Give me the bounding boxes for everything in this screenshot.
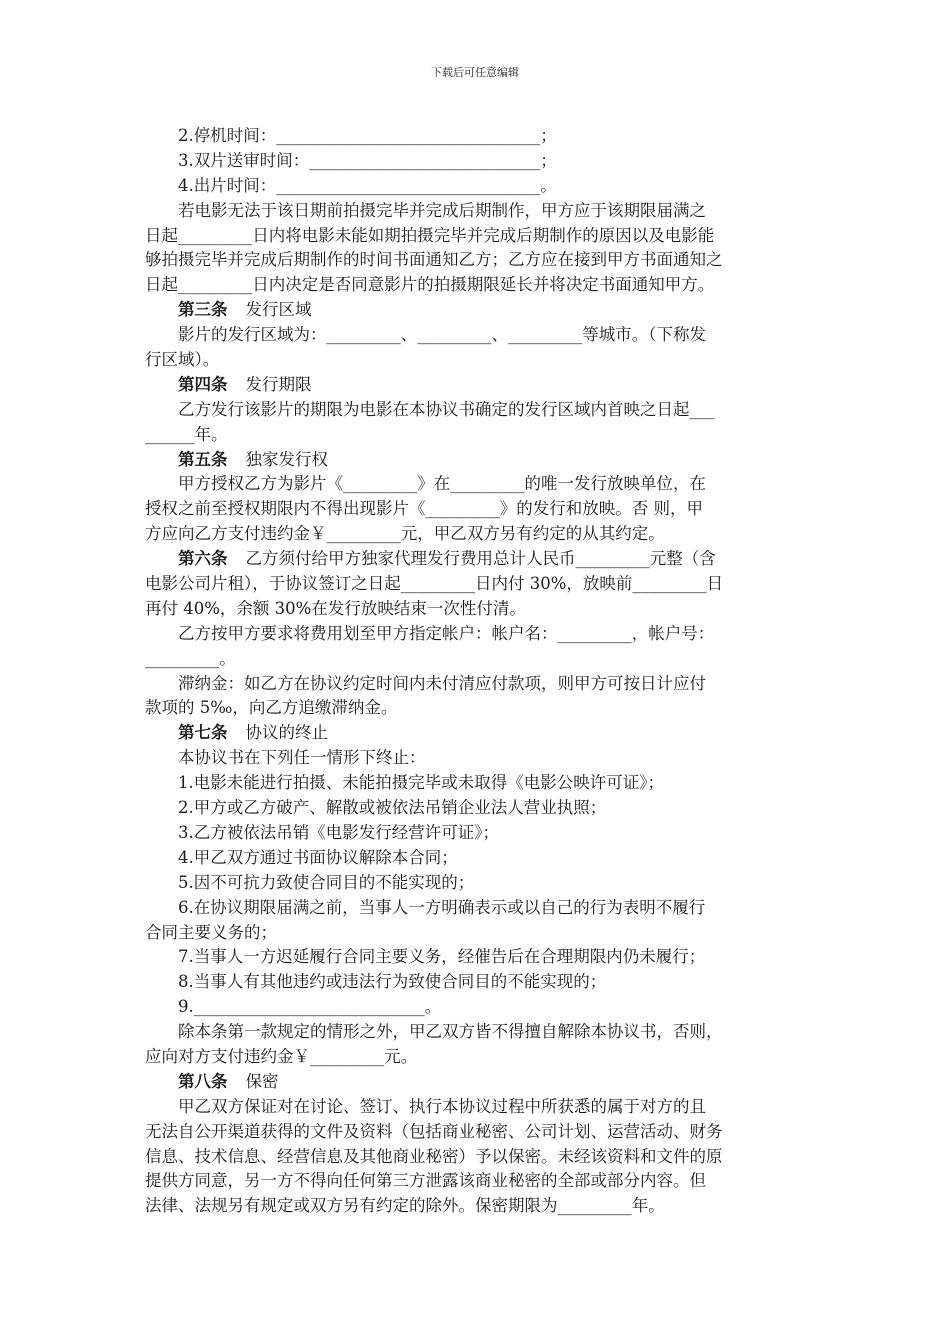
line-text: 本协议书在下列任一情形下终止：	[178, 748, 426, 768]
text-line	[145, 497, 805, 522]
text-line	[145, 1169, 805, 1194]
document-body	[145, 124, 805, 1219]
article-heading-line	[145, 721, 805, 746]
text-line	[145, 821, 805, 846]
line-text: 6.在协议期限届满之前，当事人一方明确表示或以自己的行为表明不履行	[178, 897, 706, 917]
line-text: 2.甲方或乙方破产、解散或被依法吊销企业法人营业执照；	[178, 798, 607, 818]
line-text: 日起_________日内决定是否同意影片的拍摄期限延长并将决定书面通知甲方。	[145, 275, 715, 295]
text-line	[145, 1120, 805, 1145]
line-text: _________。	[145, 648, 236, 668]
article-number: 第五条	[178, 449, 228, 469]
line-text: 够拍摄完毕并完成后期制作的时间书面通知乙方；乙方应在接到甲方书面通知之	[145, 250, 723, 270]
text-line	[145, 398, 805, 423]
article-number: 第三条	[178, 300, 228, 320]
line-text: 行区域）。	[145, 350, 220, 370]
text-line	[145, 423, 805, 448]
text-line	[145, 522, 805, 547]
text-line	[145, 647, 805, 672]
text-line	[145, 174, 805, 199]
text-line	[145, 124, 805, 149]
text-line	[145, 746, 805, 771]
line-text: 再付 40%，余额 30%在发行放映结束一次性付清。	[145, 598, 526, 618]
text-line	[145, 199, 805, 224]
article-title: 发行期限	[245, 374, 312, 394]
line-text: 4.出片时间：________________________________。	[178, 175, 557, 195]
line-text: 法律、法规另有规定或双方另有约定的除外。保密期限为_________年。	[145, 1196, 665, 1216]
line-text: 授权之前至授权期限内不得出现影片《_________》的发行和放映。否 则，甲	[145, 499, 703, 519]
text-line	[145, 771, 805, 796]
article-heading-line	[145, 547, 805, 572]
article-number: 第六条	[178, 549, 228, 569]
article-title: 保密	[245, 1071, 279, 1091]
article-title: 协议的终止	[245, 723, 328, 743]
text-line	[145, 1045, 805, 1070]
article-heading-line	[145, 373, 805, 398]
line-text: 合同主要义务的；	[145, 922, 277, 942]
article-heading-line	[145, 1070, 805, 1095]
page-header: 下载后可任意编辑	[431, 66, 519, 79]
line-text: 9.____________________________。	[178, 997, 442, 1017]
article-number: 第八条	[178, 1071, 228, 1091]
line-text: 款项的 5‰，向乙方追缴滞纳金。	[145, 698, 398, 718]
article-number: 第四条	[178, 374, 228, 394]
line-text: 日起_________日内将电影未能如期拍摄完毕并完成后期制作的原因以及电影能	[145, 225, 715, 245]
text-line	[145, 1145, 805, 1170]
text-line	[145, 696, 805, 721]
article-title: 独家发行权	[245, 449, 328, 469]
line-text: 2.停机时间：________________________________；	[178, 126, 557, 145]
text-line	[145, 149, 805, 174]
text-line	[145, 323, 805, 348]
text-line	[145, 1194, 805, 1219]
line-text: ______年。	[145, 424, 228, 444]
line-text: 1.电影未能进行拍摄、未能拍摄完毕或未取得《电影公映许可证》；	[178, 773, 664, 793]
line-text: 甲方授权乙方为影片《_________》在_________的唯一发行放映单位，在	[178, 474, 706, 494]
line-text: 电影公司片租），于协议签订之日起_________日内付 30%，放映前_________日	[145, 574, 724, 594]
line-text: 应向对方支付违约金￥_________元。	[145, 1046, 418, 1066]
line-text: 3.双片送审时间：____________________________；	[178, 150, 557, 170]
line-text: 乙方发行该影片的期限为电影在本协议书确定的发行区域内首映之日起___	[178, 399, 715, 419]
line-text: 若电影无法于该日期前拍摄完毕并完成后期制作，甲方应于该期限届满之	[178, 200, 706, 220]
line-text: 除本条第一款规定的情形之外，甲乙双方皆不得擅自解除本协议书，否则，	[178, 1022, 723, 1042]
text-line	[145, 1020, 805, 1045]
text-line	[145, 597, 805, 622]
text-line	[145, 846, 805, 871]
text-line	[145, 348, 805, 373]
text-line	[145, 871, 805, 896]
text-line	[145, 896, 805, 921]
line-text: 8.当事人有其他违约或违法行为致使合同目的不能实现的；	[178, 972, 607, 992]
line-text: 5.因不可抗力致使合同目的不能实现的；	[178, 872, 475, 892]
text-line	[145, 572, 805, 597]
line-text: 信息、技术信息、经营信息及其他商业秘密）予以保密。未经该资料和文件的原	[145, 1146, 723, 1166]
text-line	[145, 1095, 805, 1120]
text-line	[145, 622, 805, 647]
text-line	[145, 796, 805, 821]
article-title: 发行区域	[245, 300, 312, 320]
line-text: 滞纳金：如乙方在协议约定时间内未付清应付款项，则甲方可按日计应付	[178, 673, 706, 693]
line-text: 提供方同意，另一方不得向任何第三方泄露该商业秘密的全部或部分内容。但	[145, 1171, 706, 1191]
line-text: 甲乙双方保证对在讨论、签订、执行本协议过程中所获悉的属于对方的且	[178, 1096, 706, 1116]
line-text: 乙方按甲方要求将费用划至甲方指定帐户：帐户名：_________，帐户号：	[178, 623, 715, 643]
line-text: 4.甲乙双方通过书面协议解除本合同；	[178, 847, 458, 867]
line-text: 7.当事人一方迟延履行合同主要义务，经催告后在合理期限内仍未履行；	[178, 947, 706, 967]
text-line	[145, 248, 805, 273]
text-line	[145, 921, 805, 946]
text-line	[145, 273, 805, 298]
text-line	[145, 970, 805, 995]
text-line	[145, 995, 805, 1020]
text-line	[145, 472, 805, 497]
line-text: 影片的发行区域为：_________、_________、_________等城市。（下称发	[178, 325, 706, 345]
line-text: 无法自公开渠道获得的文件及资料（包括商业秘密、公司计划、运营活动、财务	[145, 1121, 723, 1141]
text-line	[145, 945, 805, 970]
article-heading-line	[145, 448, 805, 473]
text-line	[145, 224, 805, 249]
line-text: 3.乙方被依法吊销《电影发行经营许可证》；	[178, 822, 499, 842]
line-text: 方应向乙方支付违约金￥_________元，甲乙双方另有约定的从其约定。	[145, 524, 665, 544]
text-line	[145, 672, 805, 697]
article-heading-line	[145, 298, 805, 323]
article-number: 第七条	[178, 723, 228, 743]
article-title: 乙方须付给甲方独家代理发行费用总计人民币_________元整（含	[245, 549, 716, 569]
